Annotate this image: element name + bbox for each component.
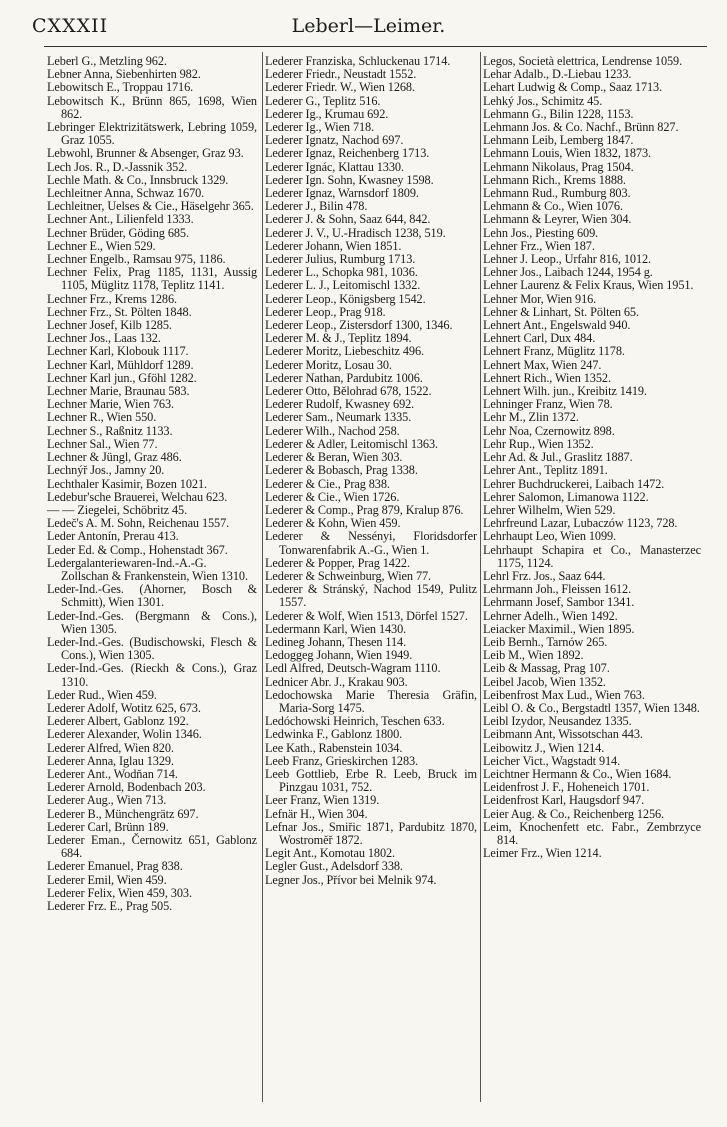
directory-entry: Lehninger Franz, Wien 78. xyxy=(483,397,613,412)
directory-entry: Ledergalanteriewaren-Ind.-A.-G. Zollschan & Frankenstein, Wien 1310. xyxy=(47,555,248,583)
directory-entry: Leib & Massag, Prag 107. xyxy=(483,661,610,676)
directory-entry: Lederer Arnold, Bodenbach 203. xyxy=(47,780,206,795)
directory-entry: Lechner Frz., Krems 1286. xyxy=(47,291,177,306)
directory-entry: Lehrhaupt Schapira et Co., Manasterzec 1175, 1124. xyxy=(483,542,701,570)
directory-entry: Legos, Società elettrica, Lendrense 1059. xyxy=(483,54,683,68)
directory-entry: Lehr Rup., Wien 1352. xyxy=(483,436,594,451)
directory-entry: Lechnýř Jos., Jamny 20. xyxy=(47,463,165,478)
directory-entry: Leeb Franz, Grieskirchen 1283. xyxy=(265,753,419,768)
directory-entry: Lederer & Bobasch, Prag 1338. xyxy=(265,463,418,478)
directory-entry: Leimer Frz., Wien 1214. xyxy=(483,846,602,861)
directory-entry: Lehmann G., Bilin 1228, 1153. xyxy=(483,106,634,121)
directory-entry: Lederer L., Schopka 981, 1036. xyxy=(265,265,418,280)
directory-entry: Leibel Jacob, Wien 1352. xyxy=(483,674,606,689)
directory-entry: Leidenfrost Karl, Haugsdorf 947. xyxy=(483,793,645,808)
directory-entry: Lebner Anna, Siebenhirten 982. xyxy=(47,67,201,82)
directory-entry: Lederer Rudolf, Kwasney 692. xyxy=(265,397,415,412)
directory-entry: Leder Antonín, Prerau 413. xyxy=(47,529,179,544)
directory-entry: Lederer Ig., Wien 718. xyxy=(265,120,375,135)
directory-entry: Lederer & Adler, Leitomischl 1363. xyxy=(265,436,438,451)
directory-entry: Leberl G., Metzling 962. xyxy=(47,54,167,68)
directory-entry: Lechner Karl, Mühldorf 1289. xyxy=(47,357,194,372)
directory-entry: Leib Bernh., Tarnów 265. xyxy=(483,634,608,649)
directory-entry: Legler Gust., Adelsdorf 338. xyxy=(265,859,403,874)
directory-entry: Lechner Frz., St. Pölten 1848. xyxy=(47,304,192,319)
directory-entry: Leidenfrost J. F., Hoheneich 1701. xyxy=(483,780,650,795)
directory-entry: Lechner Ant., Lilienfeld 1333. xyxy=(47,212,194,227)
directory-entry: Leder Ed. & Comp., Hohenstadt 367. xyxy=(47,542,228,557)
directory-entry: Lederer Anna, Iglau 1329. xyxy=(47,753,174,768)
directory-entry: Lednicer Abr. J., Krakau 903. xyxy=(265,674,408,689)
directory-entry: Leder-Ind.-Ges. (Bergmann & Cons.), Wien 1305. xyxy=(47,608,257,636)
directory-entry: Lederer Sam., Neumark 1335. xyxy=(265,410,412,425)
directory-entry: Lehmann & Co., Wien 1076. xyxy=(483,199,623,214)
directory-entry: Leder-Ind.-Ges. (Budischowski, Flesch & Cons.), Wien 1305. xyxy=(47,634,257,663)
directory-entry: Leibmann Ant, Wissotschan 443. xyxy=(483,727,643,742)
directory-entry: Lederer Ignaz, Warnsdorf 1809. xyxy=(265,186,419,201)
directory-entry: Lehner & Linhart, St. Pölten 65. xyxy=(483,304,639,319)
directory-entry: Lechner Jos., Laas 132. xyxy=(47,331,161,346)
directory-entry: Lehmann Leib, Lemberg 1847. xyxy=(483,133,634,148)
directory-entry: Lehrer Wilhelm, Wien 529. xyxy=(483,502,616,517)
directory-entry: Lederer Emanuel, Prag 838. xyxy=(47,859,183,874)
directory-entry: Lechle Math. & Co., Innsbruck 1329. xyxy=(47,172,229,187)
directory-entry: Lederer & Kohn, Wien 459. xyxy=(265,516,401,531)
directory-entry: Lederer Otto, Bělohrad 678, 1522. xyxy=(265,384,432,399)
directory-entry: Lefnar Jos., Smiřic 1871, Pardubitz 1870, Wostroměř 1872. xyxy=(265,819,477,847)
directory-entry: Lederer Nathan, Pardubitz 1006. xyxy=(265,370,423,385)
directory-entry: Leder-Ind.-Ges. (Rieckh & Cons.), Graz 1310. xyxy=(47,661,257,689)
directory-column-1 xyxy=(47,55,257,913)
directory-entry: Lechner Marie, Braunau 583. xyxy=(47,384,190,399)
directory-entry: Lehrmann Josef, Sambor 1341. xyxy=(483,595,635,610)
directory-entry: Legit Ant., Komotau 1802. xyxy=(265,846,396,861)
directory-entry: Ledl Alfred, Deutsch-Wagram 1110. xyxy=(265,661,441,676)
directory-entry: Lechner Engelb., Ramsau 975, 1186. xyxy=(47,252,226,267)
directory-entry: Leibowitz J., Wien 1214. xyxy=(483,740,605,755)
directory-entry: Lederer Moritz, Liebeschitz 496. xyxy=(265,344,424,359)
directory-entry: Lehrer Salomon, Limanowa 1122. xyxy=(483,489,649,504)
directory-entry: Lehr M., Zlin 1372. xyxy=(483,410,579,425)
directory-entry: Ledeč's A. M. Sohn, Reichenau 1557. xyxy=(47,516,230,531)
directory-entry: Lehnert Wilh. jun., Kreibitz 1419. xyxy=(483,384,647,399)
directory-entry: Lechthaler Kasimir, Bozen 1021. xyxy=(47,476,207,491)
directory-entry: Lederer Friedr., Neustadt 1552. xyxy=(265,67,417,82)
directory-entry: Lechner Karl jun., Gföhl 1282. xyxy=(47,370,197,385)
directory-entry: Lehner Mor, Wien 916. xyxy=(483,291,597,306)
directory-entry: Lederer Leop., Königsberg 1542. xyxy=(265,291,426,306)
directory-entry: Lechner Felix, Prag 1185, 1131, Aussig 1105, Müglitz 1178, Teplitz 1141. xyxy=(47,265,257,293)
directory-entry: Leier Aug. & Co., Reichenberg 1256. xyxy=(483,806,665,821)
column-divider xyxy=(262,52,263,1102)
directory-entry: Lehn Jos., Piesting 609. xyxy=(483,225,599,240)
directory-entry: Ledochowska Marie Theresia Gräfin, Maria-Sorg 1475. xyxy=(265,687,477,715)
directory-entry: Lehnert Rich., Wien 1352. xyxy=(483,370,611,385)
directory-entry: Lederer Alexander, Wolin 1346. xyxy=(47,727,202,742)
directory-entry: Lehrfreund Lazar, Lubaczów 1123, 728. xyxy=(483,516,678,531)
directory-entry: Lech Jos. R., D.-Jassnik 352. xyxy=(47,159,188,174)
directory-entry: Lederer Leop., Zistersdorf 1300, 1346. xyxy=(265,318,453,333)
directory-entry: Lederer Emil, Wien 459. xyxy=(47,872,167,887)
directory-entry: Ledóchowski Heinrich, Teschen 633. xyxy=(265,714,445,729)
directory-entry: Lederer G., Teplitz 516. xyxy=(265,93,381,108)
directory-entry: Legner Jos., Přívor bei Melnik 974. xyxy=(265,872,437,887)
directory-entry: Lehrer Ant., Teplitz 1891. xyxy=(483,463,608,478)
directory-entry: Lehr Ad. & Jul., Graslitz 1887. xyxy=(483,450,633,465)
directory-entry: Lehmann Louis, Wien 1832, 1873. xyxy=(483,146,651,161)
directory-entry: Lederer J., Bilin 478. xyxy=(265,199,368,214)
directory-entry: Lederer & Schweinburg, Wien 77. xyxy=(265,568,432,583)
directory-entry: Lederer Wilh., Nachod 258. xyxy=(265,423,400,438)
directory-entry: Lederer J. V., U.-Hradisch 1238, 519. xyxy=(265,225,446,240)
directory-entry: Lederer J. & Sohn, Saaz 644, 842. xyxy=(265,212,431,227)
directory-entry: Lehnert Max, Wien 247. xyxy=(483,357,602,372)
column-divider xyxy=(480,52,481,1102)
directory-entry: Lederer & Stránský, Nachod 1549, Pulitz 1557. xyxy=(265,582,477,610)
directory-entry: Lederer & Nessényi, Floridsdorfer Tonwarenfabrik A.-G., Wien 1. xyxy=(265,529,477,557)
directory-entry: Leibl O. & Co., Bergstadtl 1357, Wien 1348. xyxy=(483,700,700,715)
directory-entry: Ledineg Johann, Thesen 114. xyxy=(265,634,407,649)
directory-entry: Lehmann Rich., Krems 1888. xyxy=(483,172,626,187)
directory-entry: Lehmann & Leyrer, Wien 304. xyxy=(483,212,632,227)
directory-entry: Leder Rud., Wien 459. xyxy=(47,687,157,702)
directory-entry: Lederer Felix, Wien 459, 303. xyxy=(47,885,192,900)
directory-entry: Lehrmann Joh., Fleissen 1612. xyxy=(483,582,632,597)
directory-entry: Lederer & Cie., Prag 838. xyxy=(265,476,390,491)
directory-entry: Lee Kath., Rabenstein 1034. xyxy=(265,740,403,755)
directory-entry: Lehr Noa, Czernowitz 898. xyxy=(483,423,615,438)
directory-entry: Lehnert Franz, Müglitz 1178. xyxy=(483,344,625,359)
directory-entry: Lehner J. Leop., Urfahr 816, 1012. xyxy=(483,252,652,267)
directory-entry: Leiacker Maximil., Wien 1895. xyxy=(483,621,635,636)
directory-entry: Lederer Ant., Wodňan 714. xyxy=(47,766,178,781)
header-rule xyxy=(44,46,707,47)
directory-entry: Lehmann Nikolaus, Prag 1504. xyxy=(483,159,634,174)
directory-entry: Ledoggeg Johann, Wien 1949. xyxy=(265,648,413,663)
directory-entry: Lechleitner, Uelses & Cie., Häselgehr 365. xyxy=(47,199,254,214)
directory-entry: Lederer Aug., Wien 713. xyxy=(47,793,167,808)
directory-entry: Ledwinka F., Gablonz 1800. xyxy=(265,727,403,742)
directory-entry: Lehmann Rud., Rumburg 803. xyxy=(483,186,631,201)
directory-entry: Lehart Ludwig & Comp., Saaz 1713. xyxy=(483,80,663,95)
directory-entry: Lebwohl, Brunner & Absenger, Graz 93. xyxy=(47,146,244,161)
directory-entry: Leim, Knochenfett etc. Fabr., Zembrzyce 814. xyxy=(483,819,701,847)
directory-entry: Lederer Ignaz, Reichenberg 1713. xyxy=(265,146,430,161)
directory-entry: Lechner S., Raßnitz 1133. xyxy=(47,423,173,438)
directory-entry: Lehrner Adelh., Wien 1492. xyxy=(483,608,618,623)
directory-column-3 xyxy=(483,55,701,860)
directory-entry: Leib M., Wien 1892. xyxy=(483,648,584,663)
directory-entry: Lederer Julius, Rumburg 1713. xyxy=(265,252,416,267)
page-title: Leberl—Leimer. xyxy=(291,15,446,37)
directory-entry: Lehrer Buchdruckerei, Laibach 1472. xyxy=(483,476,665,491)
page-header xyxy=(30,13,707,43)
directory-entry: Lederer & Beran, Wien 303. xyxy=(265,450,403,465)
directory-entry: Lehký Jos., Schimitz 45. xyxy=(483,93,603,108)
directory-entry: Lederer Leop., Prag 918. xyxy=(265,304,386,319)
directory-entry: Lechner Marie, Wien 763. xyxy=(47,397,174,412)
directory-entry: — — Ziegelei, Schöbritz 45. xyxy=(47,502,188,517)
directory-entry: Lederer Alfred, Wien 820. xyxy=(47,740,174,755)
directory-entry: Lehner Frz., Wien 187. xyxy=(483,238,595,253)
directory-entry: Lehrhaupt Leo, Wien 1099. xyxy=(483,529,617,544)
directory-entry: Lederer Ignác, Klattau 1330. xyxy=(265,159,404,174)
directory-entry: Lederer Moritz, Losau 30. xyxy=(265,357,392,372)
directory-entry: Leeb Gottlieb, Erbe R. Leeb, Bruck im Pinzgau 1031, 752. xyxy=(265,766,477,795)
directory-entry: Lederer L. J., Leitomischl 1332. xyxy=(265,278,421,293)
directory-entry: Lederer Frz. E., Prag 505. xyxy=(47,899,173,913)
directory-entry: Leer Franz, Wien 1319. xyxy=(265,793,380,808)
directory-entry: Lehrl Frz. Jos., Saaz 644. xyxy=(483,568,606,583)
directory-entry: Lehar Adalb., D.-Liebau 1233. xyxy=(483,67,632,82)
directory-entry: Ledermann Karl, Wien 1430. xyxy=(265,621,407,636)
directory-entry: Ledebur'sche Brauerei, Welchau 623. xyxy=(47,489,228,504)
directory-entry: Lederer & Cie., Wien 1726. xyxy=(265,489,400,504)
directory-entry: Lechner Sal., Wien 77. xyxy=(47,436,158,451)
directory-entry: Lederer & Wolf, Wien 1513, Dörfel 1527. xyxy=(265,608,468,623)
directory-entry: Lehner Jos., Laibach 1244, 1954 g. xyxy=(483,265,653,280)
directory-entry: Lehner Laurenz & Felix Kraus, Wien 1951. xyxy=(483,278,694,293)
directory-entry: Lederer M. & J., Teplitz 1894. xyxy=(265,331,412,346)
directory-entry: Leder-Ind.-Ges. (Ahorner, Bosch & Schmitt), Wien 1301. xyxy=(47,582,257,610)
directory-entry: Lebringer Elektrizitätswerk, Lebring 1059, Graz 1055. xyxy=(47,120,257,148)
directory-entry: Lederer Friedr. W., Wien 1268. xyxy=(265,80,415,95)
directory-entry: Lechner Josef, Kilb 1285. xyxy=(47,318,172,333)
directory-entry: Lederer Carl, Brünn 189. xyxy=(47,819,169,834)
directory-entry: Lederer & Comp., Prag 879, Kralup 876. xyxy=(265,502,464,517)
directory-entry: Leibl Izydor, Neusandez 1335. xyxy=(483,714,632,729)
directory-entry: Lehnert Ant., Engelswald 940. xyxy=(483,318,631,333)
directory-entry: Lehmann Jos. & Co. Nachf., Brünn 827. xyxy=(483,120,679,135)
directory-entry: Lederer B., Münchengrätz 697. xyxy=(47,806,199,821)
page-number: CXXXII xyxy=(32,15,109,37)
directory-entry: Lebowitsch E., Troppau 1716. xyxy=(47,80,194,95)
directory-entry: Lederer Johann, Wien 1851. xyxy=(265,238,402,253)
directory-entry: Leicher Vict., Wagstadt 914. xyxy=(483,753,621,768)
directory-entry: Leichtner Hermann & Co., Wien 1684. xyxy=(483,766,672,781)
directory-entry: Lederer Adolf, Wotitz 625, 673. xyxy=(47,700,201,715)
directory-entry: Leibenfrost Max Lud., Wien 763. xyxy=(483,687,645,702)
directory-entry: Lechner Brüder, Göding 685. xyxy=(47,225,189,240)
directory-entry: Lederer Ignatz, Nachod 697. xyxy=(265,133,404,148)
directory-entry: Lechner & Jüngl, Graz 486. xyxy=(47,450,182,465)
directory-entry: Lechleitner Anna, Schwaz 1670. xyxy=(47,186,205,201)
directory-entry: Lechner Karl, Klobouk 1117. xyxy=(47,344,189,359)
directory-entry: Lechner E., Wien 529. xyxy=(47,238,156,253)
directory-entry: Lechner R., Wien 550. xyxy=(47,410,157,425)
directory-entry: Lederer Ig., Krumau 692. xyxy=(265,106,389,121)
directory-entry: Lederer Albert, Gablonz 192. xyxy=(47,714,189,729)
directory-entry: Lederer & Popper, Prag 1422. xyxy=(265,555,410,570)
directory-column-2 xyxy=(265,55,477,887)
directory-entry: Lefnär H., Wien 304. xyxy=(265,806,368,821)
directory-entry: Lebowitsch K., Brünn 865, 1698, Wien 862. xyxy=(47,93,257,121)
directory-entry: Lehnert Carl, Dux 484. xyxy=(483,331,596,346)
directory-entry: Lederer Ign. Sohn, Kwasney 1598. xyxy=(265,172,434,187)
directory-entry: Lederer Franziska, Schluckenau 1714. xyxy=(265,54,451,68)
directory-entry: Lederer Eman., Černowitz 651, Gablonz 684. xyxy=(47,832,257,861)
